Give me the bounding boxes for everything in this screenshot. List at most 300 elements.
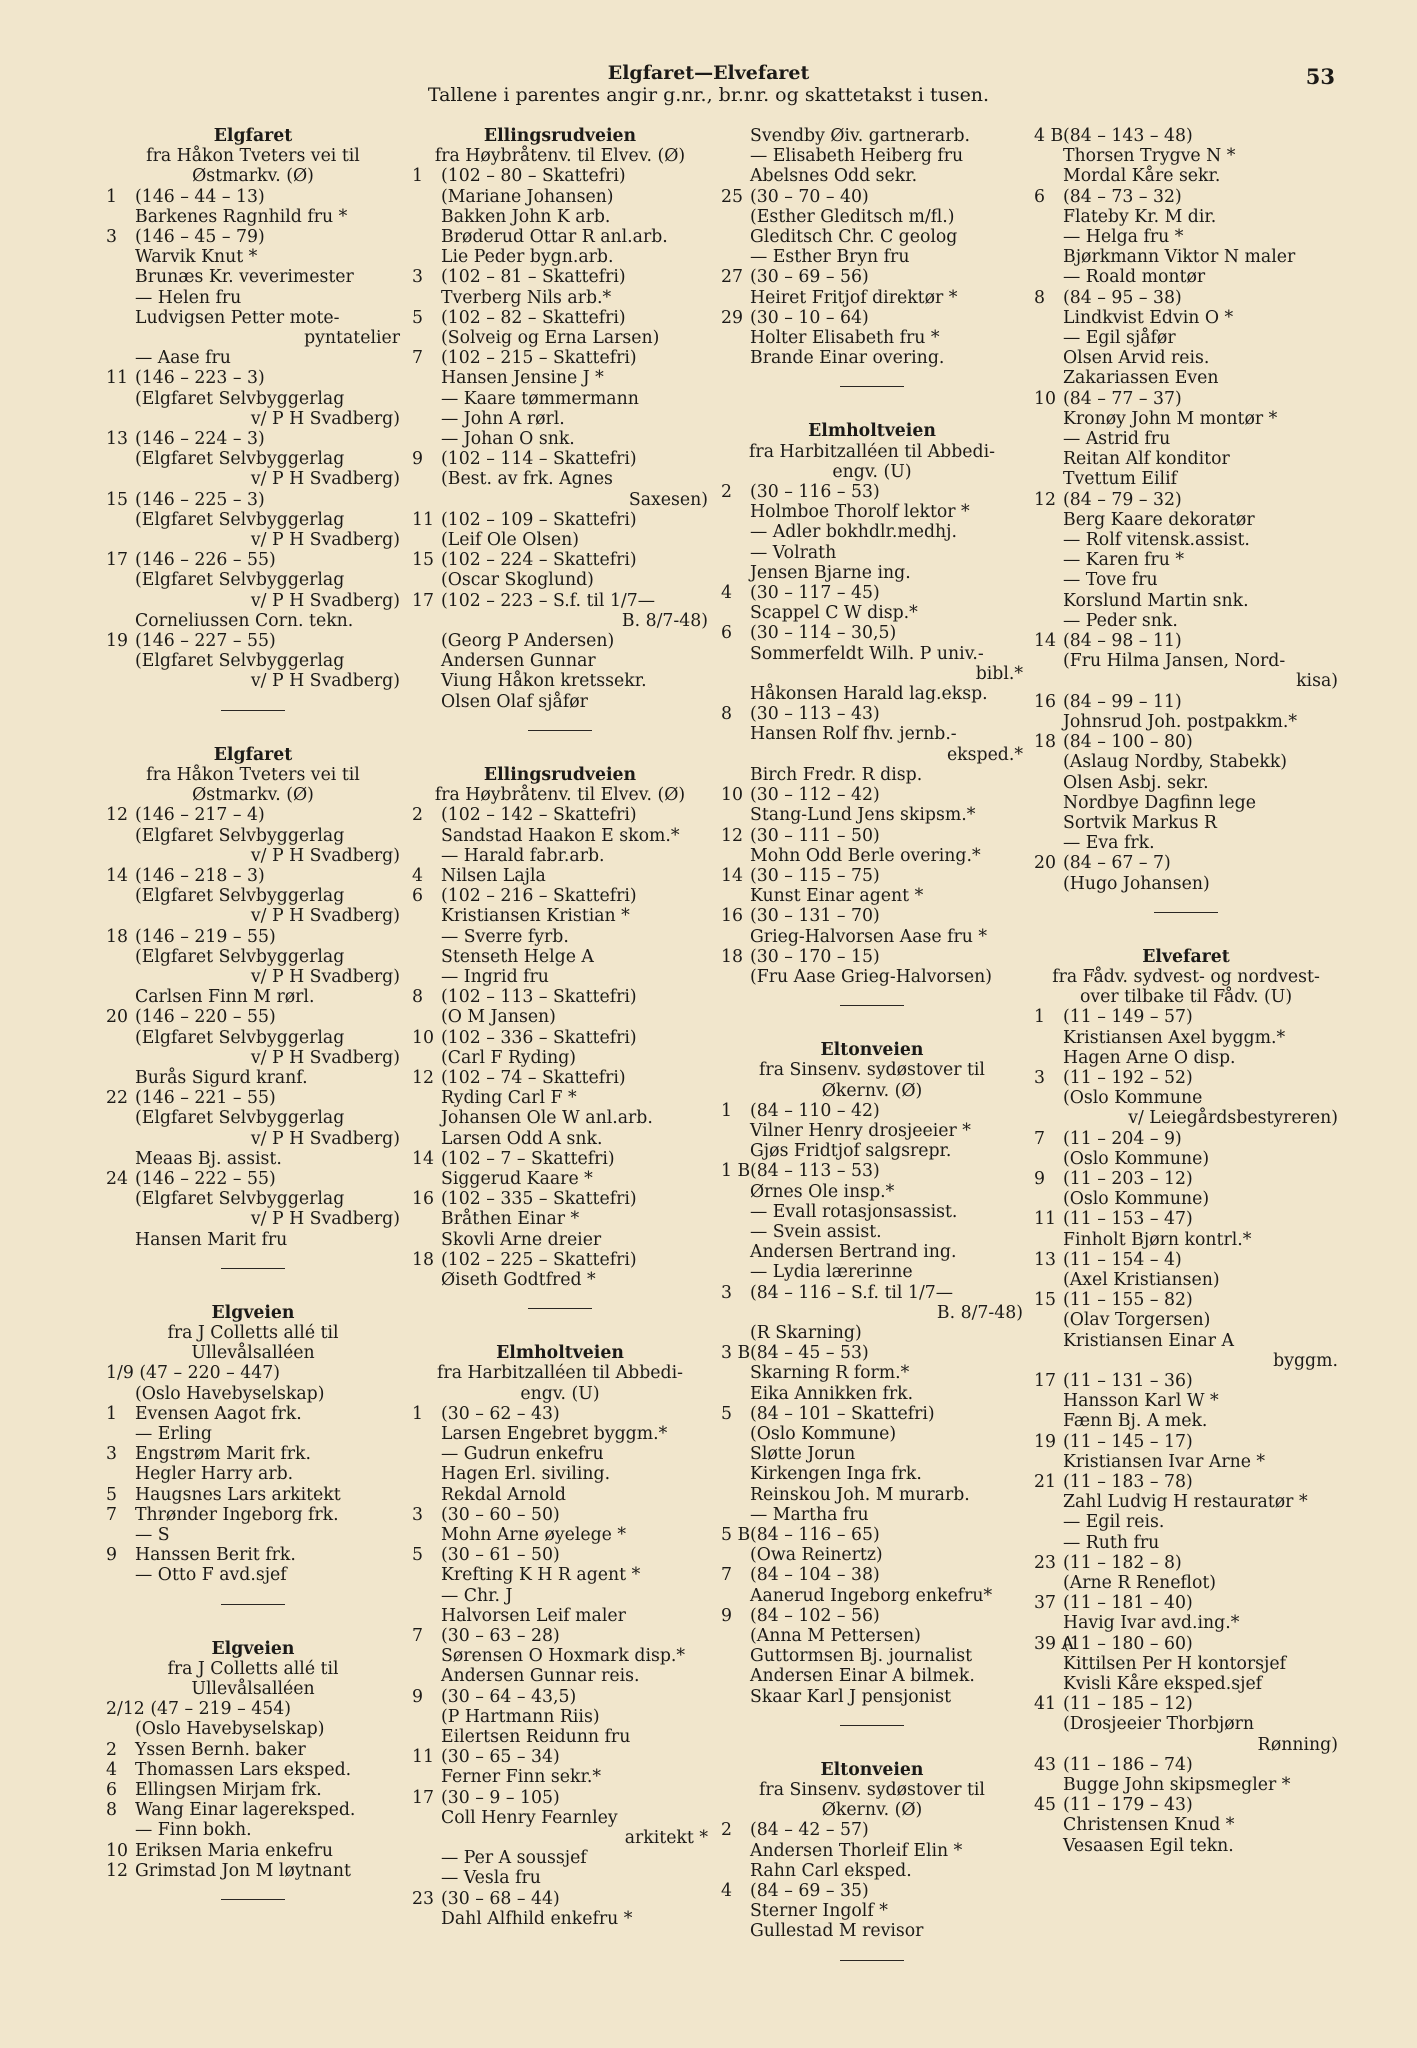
entry-text: Hagen Arne O disp. [1063, 1047, 1236, 1068]
entry-row [721, 866, 1023, 886]
entry-text: (Axel Kristiansen) [1063, 1269, 1220, 1290]
entry-row [412, 1545, 708, 1565]
entry-text: (146 – 221 – 55) [135, 1088, 276, 1109]
entry-row [721, 1820, 1023, 1840]
house-number: 1 [721, 1100, 732, 1121]
entry-text: Tvettum Eilif [1063, 469, 1178, 490]
entry-text: Nilsen Lajla [441, 865, 546, 886]
entry-row [106, 1545, 400, 1565]
house-number: 9 [721, 1605, 732, 1626]
house-number: 9 [412, 1686, 423, 1707]
entry-row [721, 1283, 1023, 1303]
entry-text: (11 – 131 – 36) [1063, 1370, 1193, 1391]
street-description: Østmarkv. (Ø) [192, 785, 314, 806]
house-number: 17 [412, 1787, 434, 1808]
entry-row [106, 1760, 400, 1780]
house-number: 37 [1034, 1593, 1056, 1614]
entry-text: Ørnes Ole insp.* [750, 1181, 895, 1202]
section-divider [1154, 912, 1218, 913]
entry-text: Sløtte Jorun [750, 1444, 856, 1465]
column-4 [1034, 126, 1338, 1856]
entry-text: Havig Ivar avd.ing.* [1063, 1613, 1240, 1634]
entry-text: — Chr. J [441, 1585, 513, 1606]
house-number: 12 [106, 805, 128, 826]
entry-text: Kunst Einar agent * [750, 886, 924, 907]
entry-text: Grimstad Jon M løytnant [135, 1860, 351, 1881]
entry-text: Gullestad M revisor [750, 1921, 924, 1942]
entry-row [1034, 1209, 1338, 1229]
street-title: Elgveien [211, 1302, 295, 1323]
entry-text: (11 – 153 – 47) [1063, 1209, 1193, 1230]
entry-text: Brøderud Ottar R anl.arb. [441, 227, 668, 248]
entry-row [412, 805, 708, 825]
street-title: Elvefaret [1142, 946, 1230, 967]
entry-text: (146 – 45 – 79) [135, 227, 265, 248]
house-number: 1 [1034, 1007, 1045, 1028]
street-section [1034, 947, 1338, 1856]
entry-text: (47 – 219 – 454) [150, 1699, 292, 1720]
entry-row [721, 906, 1023, 926]
entry-row [721, 1525, 1023, 1545]
entry-text: Finholt Bjørn kontrl.* [1063, 1229, 1252, 1250]
entry-text: (146 – 226 – 55) [135, 550, 276, 571]
house-number: 13 [106, 429, 128, 450]
house-number: 18 [721, 946, 743, 967]
entry-text: (11 – 145 – 17) [1063, 1431, 1193, 1452]
house-number: 23 [412, 1888, 434, 1909]
entry-text: Birch Fredr. R disp. [750, 764, 923, 785]
house-number: 16 [1034, 691, 1056, 712]
entry-row [721, 308, 1023, 328]
entry-text: Flateby Kr. M dir. [1063, 206, 1217, 227]
entry-text: Jensen Bjarne ing. [750, 562, 911, 583]
entry-text: (P Hartmann Riis) [441, 1706, 600, 1727]
entry-continuation: v/ P H Svadberg) [250, 530, 400, 551]
column-3 [721, 126, 1023, 1961]
house-number: 24 [106, 1168, 128, 1189]
entry-text: Andersen Bertrand ing. [750, 1242, 957, 1263]
house-number: 8 [106, 1800, 117, 1821]
entry-continuation: eksped.* [946, 744, 1023, 765]
house-number: 7 [412, 1626, 423, 1647]
entry-text: Larsen Odd A snk. [441, 1128, 603, 1149]
entry-text: Mohn Arne øyelege * [441, 1525, 627, 1545]
entry-text: Skaar Karl J pensjonist [750, 1686, 952, 1707]
entry-text: (84 – 73 – 32) [1063, 186, 1182, 207]
house-number: 17 [1034, 1370, 1056, 1391]
entry-text: (11 – 179 – 43) [1063, 1795, 1193, 1816]
entry-text: (84 – 77 – 37) [1063, 388, 1182, 409]
house-number: 4 [721, 1881, 732, 1902]
entry-text: Thrønder Ingeborg frk. [135, 1504, 339, 1525]
house-number: 1 [412, 166, 423, 187]
entry-text: (30 – 114 – 30,5) [750, 623, 897, 644]
entry-text: (11 – 149 – 57) [1063, 1007, 1193, 1028]
entry-row [106, 490, 400, 510]
entry-text: Krefting K H R agent * [441, 1565, 641, 1586]
house-number: 25 [721, 186, 743, 207]
street-section [106, 1303, 400, 1605]
entry-text: — Ingrid fru [441, 966, 549, 987]
entry-text: (Elgfaret Selvbyggerlag [135, 570, 345, 591]
house-number: 11 [106, 368, 128, 389]
entry-continuation: Rønning) [1257, 1734, 1338, 1755]
house-number: 19 [1034, 1431, 1056, 1452]
entry-text: Andersen Gunnar reis. [441, 1666, 640, 1687]
entry-text: (Owa Reinertz) [750, 1545, 883, 1566]
entry-text: Scappel C W disp.* [750, 603, 918, 624]
entry-text: (146 – 224 – 3) [135, 429, 265, 450]
entry-text: Skovli Arne dreier [441, 1229, 602, 1250]
street-description: Ullevålsalléen [191, 1343, 315, 1364]
entry-text: (Oslo Kommune) [1063, 1148, 1210, 1169]
street-section [412, 1343, 708, 1929]
entry-continuation: v/ P H Svadberg) [250, 469, 400, 490]
entry-text: Rekdal Arnold [441, 1484, 566, 1505]
house-number: 6 [412, 886, 423, 907]
entry-text: Lie Peder bygn.arb. [441, 247, 614, 268]
entry-row [1034, 1169, 1338, 1189]
entry-text: Engstrøm Marit frk. [135, 1444, 312, 1465]
entry-text: Stang-Lund Jens skipsm.* [750, 805, 976, 826]
house-number: 23 [1034, 1552, 1056, 1573]
entry-text: (30 – 117 – 45) [750, 583, 880, 604]
entry-text: (30 – 112 – 42) [750, 785, 880, 806]
entry-row [412, 866, 708, 886]
entry-text: Kristiansen Kristian * [441, 906, 630, 927]
street-description: fra Sinsenv. sydøstover til [759, 1060, 985, 1081]
entry-text: (84 – 104 – 38) [750, 1565, 880, 1586]
entry-text: Sterner Ingolf * [750, 1901, 888, 1922]
street-description: Økernv. (Ø) [821, 1080, 923, 1101]
entry-row [721, 623, 1023, 643]
entry-row [1034, 1250, 1338, 1270]
house-number: 18 [106, 926, 128, 947]
entry-text: Kristiansen Ivar Arne * [1063, 1451, 1266, 1472]
house-number: 1 B [721, 1161, 751, 1182]
entry-text: Coll Henry Fearnley [441, 1807, 618, 1828]
entry-text: (84 – 45 – 53) [750, 1343, 869, 1364]
entry-text: Brande Einar overing. [750, 348, 945, 369]
entry-row [721, 1606, 1023, 1626]
entry-text: (Elgfaret Selvbyggerlag [135, 825, 345, 846]
entry-text: (11 – 180 – 60) [1063, 1633, 1193, 1654]
entry-text: Johnsrud Joh. postpakkm.* [1063, 711, 1297, 732]
entry-text: Warvik Knut * [135, 247, 258, 268]
entry-row [412, 348, 708, 368]
entry-text: (30 – 116 – 53) [750, 482, 880, 503]
entry-text: Berg Kaare dekoratør [1063, 509, 1255, 530]
entry-row [1034, 853, 1338, 873]
entry-text: (Georg P Andersen) [441, 631, 615, 652]
entry-text: (102 – 223 – S.f. til 1/7— [441, 590, 656, 611]
entry-row [721, 267, 1023, 287]
entry-row [106, 368, 400, 388]
entry-text: Siggerud Kaare * [441, 1168, 593, 1189]
entry-continuation: v/ P H Svadberg) [250, 1209, 400, 1230]
house-number: 2 [106, 1739, 117, 1760]
house-number: 3 [1034, 1067, 1045, 1088]
entry-text: Stenseth Helge A [441, 946, 594, 967]
entry-text: Bråthen Einar * [441, 1209, 580, 1230]
entry-text: (30 – 115 – 75) [750, 865, 880, 886]
entry-row [1034, 1290, 1338, 1310]
house-number: 3 [106, 1444, 117, 1465]
entry-text: (30 – 69 – 56) [750, 267, 869, 288]
entry-text: Haugsnes Lars arkitekt [135, 1484, 341, 1505]
entry-text: Svendby Øiv. gartnerarb. [750, 126, 971, 146]
entry-text: (Elgfaret Selvbyggerlag [135, 1027, 345, 1048]
entry-row [721, 187, 1023, 207]
entry-text: (11 – 185 – 12) [1063, 1694, 1193, 1715]
entry-text: Thorsen Trygve N * [1063, 146, 1236, 167]
house-number: 14 [721, 865, 743, 886]
entry-row [106, 1363, 400, 1383]
house-number: 1/9 [106, 1363, 134, 1384]
entry-text: (84 – 95 – 38) [1063, 287, 1182, 308]
house-number: 6 [1034, 186, 1045, 207]
entry-text: (30 – 65 – 34) [441, 1747, 560, 1768]
entry-text: Lindkvist Edvin O * [1063, 307, 1234, 328]
entry-text: — Lydia lærerinne [750, 1262, 913, 1283]
house-number: 1 [106, 186, 117, 207]
house-number: 15 [412, 550, 434, 571]
entry-text: Mohn Odd Berle overing.* [750, 845, 981, 866]
house-number: 6 [106, 1780, 117, 1801]
entry-text: (102 – 225 – Skattefri) [441, 1249, 637, 1270]
street-description: fra Håkon Tveters vei til [146, 146, 360, 167]
house-number: 7 [106, 1504, 117, 1525]
entry-text: (11 – 182 – 8) [1063, 1552, 1182, 1573]
entry-text: Guttormsen Bj. journalist [750, 1646, 973, 1667]
entry-text: (11 – 154 – 4) [1063, 1249, 1182, 1270]
entry-row [106, 1861, 400, 1881]
entry-text: Korslund Martin snk. [1063, 590, 1249, 611]
house-number: 9 [1034, 1168, 1045, 1189]
entry-row [1034, 1593, 1338, 1613]
entry-row [1034, 1553, 1338, 1573]
entry-text: Grieg-Halvorsen Aase fru * [750, 926, 988, 947]
entry-continuation: v/ P H Svadberg) [250, 671, 400, 692]
house-number: 1 [106, 1403, 117, 1424]
entry-text: — Karen fru * [1063, 550, 1185, 571]
entry-text: Vilner Henry drosjeeier * [750, 1120, 971, 1141]
entry-text: (Elgfaret Selvbyggerlag [135, 449, 345, 470]
entry-row [1034, 490, 1338, 510]
entry-text: Kirkengen Inga frk. [750, 1464, 922, 1485]
house-number: 14 [1034, 631, 1056, 652]
entry-text: (102 – 142 – Skattefri) [441, 805, 637, 826]
entry-text: Larsen Engebret byggm.* [441, 1423, 668, 1444]
house-number: 10 [1034, 388, 1056, 409]
entry-text: Ferner Finn sekr.* [441, 1767, 601, 1788]
entry-text: Halvorsen Leif maler [441, 1605, 626, 1626]
house-number: 3 [106, 227, 117, 248]
entry-text: Olsen Arvid reis. [1063, 348, 1210, 369]
entry-text: (146 – 218 – 3) [135, 865, 265, 886]
entry-continuation: v/ P H Svadberg) [250, 906, 400, 927]
entry-text: (11 – 203 – 12) [1063, 1168, 1193, 1189]
entry-text: Reitan Alf konditor [1063, 449, 1230, 470]
street-title: Elmholtveien [808, 421, 936, 442]
entry-text: Johansen Ole W anl.arb. [441, 1108, 653, 1129]
street-section [721, 1040, 1023, 1726]
entry-text: (11 – 204 – 9) [1063, 1128, 1182, 1149]
street-description: engv. (U) [832, 461, 912, 482]
entry-text: — Kaare tømmermann [441, 388, 639, 409]
entry-row [106, 187, 400, 207]
entry-row [106, 1485, 400, 1505]
entry-row [106, 1444, 400, 1464]
entry-text: Hagen Erl. siviling. [441, 1464, 611, 1485]
entry-row [106, 805, 400, 825]
entry-text: — Vesla fru [441, 1868, 541, 1889]
section-divider [528, 730, 592, 731]
entry-text: — Erling [135, 1423, 212, 1444]
house-number: 2 [721, 482, 732, 503]
entry-text: — Finn bokh. [135, 1820, 252, 1841]
entry-text: Reinskou Joh. M murarb. [750, 1484, 970, 1505]
house-number: 20 [1034, 853, 1056, 874]
house-number: 5 [721, 1403, 732, 1424]
entry-text: Hansen Marit fru [135, 1229, 288, 1250]
entry-text: Olsen Asbj. sekr. [1063, 772, 1209, 793]
entry-text: (146 – 44 – 13) [135, 186, 265, 207]
house-number: 17 [106, 550, 128, 571]
section-divider [221, 710, 285, 711]
house-number: 11 [412, 1747, 434, 1768]
street-description: fra Sinsenv. sydøstover til [759, 1780, 985, 1801]
entry-text: (102 – 109 – Skattefri) [441, 509, 637, 530]
street-section [412, 765, 708, 1309]
entry-text: (Elgfaret Selvbyggerlag [135, 1108, 345, 1129]
entry-text: Carlsen Finn M rørl. [135, 987, 315, 1008]
entry-text: Yssen Bernh. baker [135, 1739, 306, 1760]
house-number: 7 [1034, 1128, 1045, 1149]
entry-text: (Elgfaret Selvbyggerlag [135, 1189, 345, 1210]
entry-row [106, 1169, 400, 1189]
entry-text: — Harald fabr.arb. [441, 845, 605, 866]
street-section [721, 1760, 1023, 1961]
entry-text: Christensen Knud * [1063, 1815, 1235, 1836]
entry-text: (Elgfaret Selvbyggerlag [135, 388, 345, 409]
street-description: fra Høybråtenv. til Elvev. (Ø) [434, 146, 686, 167]
entry-row [106, 1699, 400, 1719]
street-description: fra Harbitzalléen til Abbedi- [749, 441, 995, 462]
entry-text: Hansen Jensine J * [441, 368, 604, 389]
entry-row [1034, 126, 1338, 146]
entry-text: — Astrid fru [1063, 429, 1171, 450]
entry-text: — Per A soussjef [441, 1848, 587, 1869]
entry-row [106, 1088, 400, 1108]
house-number: 7 [721, 1565, 732, 1586]
entry-row [412, 308, 708, 328]
entry-text: — Egil sjåfør [1063, 328, 1176, 349]
entry-text: (30 – 68 – 44) [441, 1888, 560, 1909]
house-number: 3 [412, 267, 423, 288]
house-number: 14 [106, 865, 128, 886]
entry-text: (11 – 155 – 82) [1063, 1290, 1193, 1311]
street-description: fra Høybråtenv. til Elvev. (Ø) [434, 785, 686, 806]
entry-row [106, 866, 400, 886]
entry-row [721, 704, 1023, 724]
entry-row [412, 987, 708, 1007]
entry-text: — Volrath [750, 542, 837, 563]
entry-text: (Fru Hilma Jansen, Nord- [1063, 651, 1286, 672]
entry-text: (Elgfaret Selvbyggerlag [135, 509, 345, 530]
entry-row [412, 591, 708, 611]
page-subtitle: Tallene i parentes angir g.nr., br.nr. og skattetakst i tusen. [427, 84, 990, 106]
street-description: fra Harbitzalléen til Abbedi- [437, 1363, 683, 1384]
street-description: fra Håkon Tveters vei til [146, 764, 360, 785]
entry-continuation: v/ P H Svadberg) [250, 590, 400, 611]
entry-row [1034, 288, 1338, 308]
entry-continuation: v/ P H Svadberg) [250, 1128, 400, 1149]
entry-text: (84 – 110 – 42) [750, 1100, 880, 1121]
street-section [412, 126, 708, 731]
entry-text: Mordal Kåre sekr. [1063, 166, 1221, 187]
house-number: 8 [412, 987, 423, 1008]
street-section [721, 126, 1023, 387]
house-number: 20 [106, 1007, 128, 1028]
entry-text: (84 – 102 – 56) [750, 1605, 880, 1626]
street-section [106, 126, 400, 711]
entry-row [721, 482, 1023, 502]
entry-row [1034, 1472, 1338, 1492]
entry-text: Zakariassen Even [1063, 368, 1219, 389]
entry-text: Aanerud Ingeborg enkefru* [750, 1585, 993, 1606]
entry-row [412, 1404, 708, 1424]
entry-row [1034, 389, 1338, 409]
entry-text: (R Skarning) [750, 1322, 862, 1343]
section-divider [840, 1725, 904, 1726]
entry-row [721, 826, 1023, 846]
entry-text: (84 – 143 – 48) [1063, 126, 1193, 146]
house-number: 5 [412, 307, 423, 328]
house-number: 7 [412, 348, 423, 369]
entry-text: Olsen Olaf sjåfør [441, 691, 588, 712]
house-number: 14 [412, 1148, 434, 1169]
entry-text: (Solveig og Erna Larsen) [441, 328, 660, 349]
entry-text: (84 – 100 – 80) [1063, 732, 1193, 753]
entry-text: (Oslo Kommune [1063, 1088, 1203, 1109]
entry-text: (Mariane Johansen) [441, 186, 614, 207]
entry-text: Hansson Karl W * [1063, 1391, 1219, 1412]
entry-row [106, 1505, 400, 1525]
house-number: 5 [106, 1484, 117, 1505]
house-number: 3 [412, 1504, 423, 1525]
entry-text: Vesaasen Egil tekn. [1063, 1835, 1234, 1856]
house-number: 4 B [1034, 126, 1064, 146]
entry-row [412, 886, 708, 906]
entry-row [412, 1747, 708, 1767]
entry-text: (102 – 80 – Skattefri) [441, 166, 626, 187]
entry-continuation: B. 8/7-48) [936, 1302, 1023, 1323]
page-number: 53 [1305, 64, 1335, 89]
entry-row [412, 1687, 708, 1707]
page-header [0, 62, 1417, 107]
entry-row [412, 1149, 708, 1169]
entry-text: Andersen Einar A bilmek. [750, 1666, 975, 1687]
entry-row [412, 1250, 708, 1270]
entry-row [1034, 1068, 1338, 1088]
entry-text: (102 – 114 – Skattefri) [441, 449, 637, 470]
entry-text: Gleditsch Chr. C geolog [750, 227, 958, 248]
house-number: 22 [106, 1088, 128, 1109]
entry-text: (30 – 70 – 40) [750, 186, 869, 207]
entry-row [412, 1889, 708, 1909]
entry-continuation: v/ P H Svadberg) [250, 1047, 400, 1068]
